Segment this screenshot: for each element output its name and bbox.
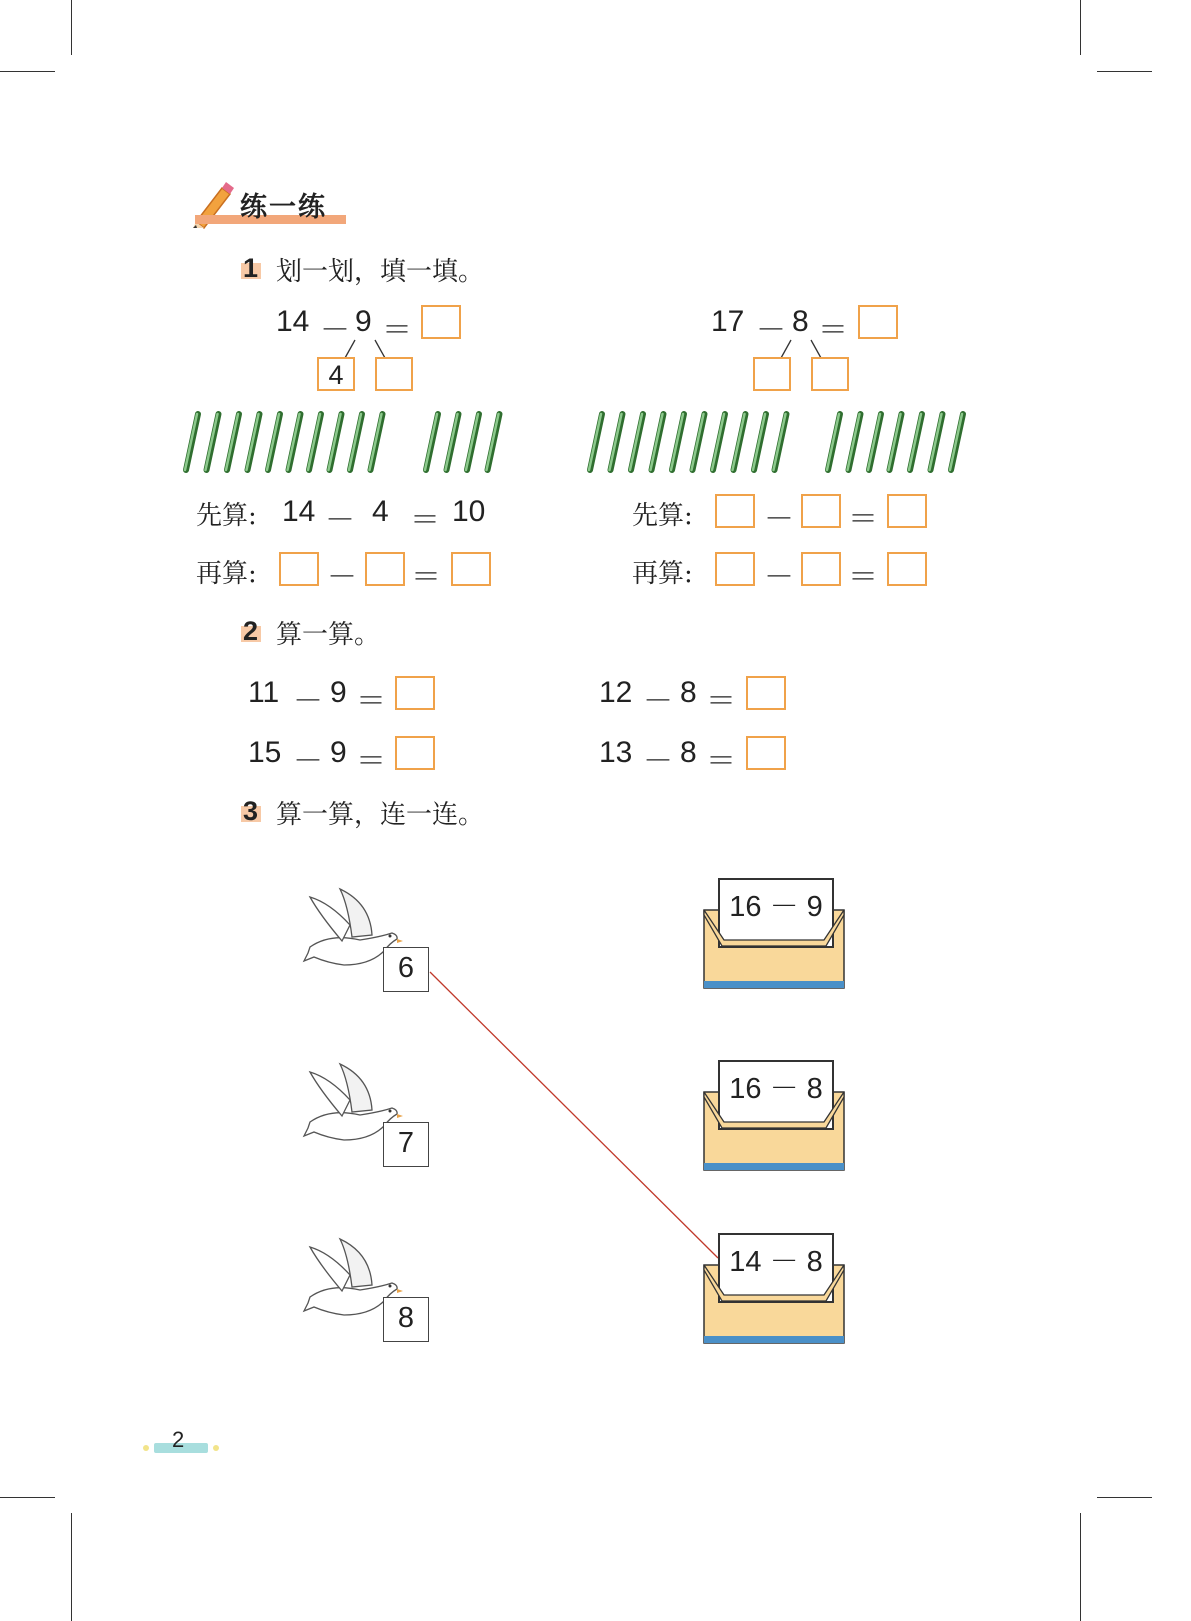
operand: 9 <box>330 736 347 769</box>
minus-sign: － <box>764 561 794 594</box>
step-label: 先算: <box>632 501 693 531</box>
equals-sign: ＝ <box>356 745 386 778</box>
counting-stick-highlight <box>774 414 786 470</box>
bird-number: 8 <box>383 1297 429 1342</box>
section-title: 练一练 <box>240 192 327 223</box>
minus-sign: － <box>643 745 673 778</box>
counting-stick-highlight <box>630 414 642 470</box>
answer-box[interactable] <box>365 552 405 586</box>
counting-stick-highlight <box>930 414 942 470</box>
counting-stick-highlight <box>329 414 341 470</box>
crop-mark <box>71 0 72 55</box>
answer-box[interactable] <box>395 676 435 710</box>
counting-stick-highlight <box>370 414 382 470</box>
question-text: 算一算，连一连。 <box>276 800 485 830</box>
crop-mark <box>1080 1513 1081 1621</box>
minus-sign: － <box>327 561 357 594</box>
decor-dot <box>213 1445 219 1451</box>
equals-sign: ＝ <box>706 685 736 718</box>
crop-mark <box>0 1497 55 1498</box>
minus-sign: － <box>764 503 794 536</box>
counting-stick-highlight <box>206 414 218 470</box>
answer-box[interactable] <box>887 494 927 528</box>
answer-box[interactable] <box>715 494 755 528</box>
answer-box[interactable] <box>715 552 755 586</box>
counting-stick-highlight <box>487 414 499 470</box>
counting-stick-highlight <box>671 414 683 470</box>
operand: 8 <box>680 736 697 769</box>
equals-sign: ＝ <box>356 685 386 718</box>
question-number: 1 <box>243 253 259 283</box>
minus-sign: － <box>293 685 323 718</box>
counting-stick-highlight <box>446 414 458 470</box>
operand: 11 <box>248 676 280 709</box>
page-number: 2 <box>172 1427 185 1452</box>
step-label: 先算: <box>196 501 257 531</box>
step-label: 再算: <box>196 559 257 589</box>
minus-sign: － <box>756 314 786 347</box>
answer-box[interactable] <box>451 552 491 586</box>
minus-sign: － <box>325 504 355 537</box>
question-number: 2 <box>243 616 259 646</box>
operand: 9 <box>330 676 347 709</box>
answer-box[interactable] <box>801 494 841 528</box>
equals-sign: ＝ <box>848 503 878 536</box>
question-text: 算一算。 <box>276 620 381 650</box>
operand: 14 <box>282 495 316 528</box>
operand: 9 <box>355 305 372 338</box>
crop-mark <box>1080 0 1081 55</box>
counting-stick-highlight <box>267 414 279 470</box>
answer-box[interactable] <box>801 552 841 586</box>
operand: 13 <box>599 736 633 769</box>
crop-mark <box>71 1513 72 1621</box>
counting-stick-highlight <box>889 414 901 470</box>
counting-stick-highlight <box>733 414 745 470</box>
crop-mark <box>1097 71 1152 72</box>
answer-box[interactable] <box>421 305 461 339</box>
counting-stick-highlight <box>610 414 622 470</box>
counting-stick-highlight <box>288 414 300 470</box>
equals-sign: ＝ <box>706 745 736 778</box>
operand: 14 <box>276 305 310 338</box>
counting-stick-highlight <box>185 414 197 470</box>
operand: 8 <box>792 305 809 338</box>
answer-box[interactable] <box>395 736 435 770</box>
counting-stick-highlight <box>589 414 601 470</box>
counting-stick-highlight <box>308 414 320 470</box>
operand: 4 <box>372 495 389 528</box>
bird-number: 6 <box>383 947 429 992</box>
bird-number: 7 <box>383 1122 429 1167</box>
split-box: 4 <box>317 357 355 391</box>
envelope-flap <box>702 1265 846 1305</box>
answer-box[interactable] <box>746 676 786 710</box>
crop-mark <box>1097 1497 1152 1498</box>
counting-stick-highlight <box>692 414 704 470</box>
split-answer-box[interactable] <box>811 357 849 391</box>
expression-card: 14 － 8 <box>718 1233 834 1303</box>
counting-stick-highlight <box>226 414 238 470</box>
result: 10 <box>452 495 486 528</box>
counting-stick-highlight <box>753 414 765 470</box>
operand: 15 <box>248 736 282 769</box>
answer-box[interactable] <box>858 305 898 339</box>
counting-stick-highlight <box>909 414 921 470</box>
counting-stick-highlight <box>712 414 724 470</box>
minus-sign: － <box>643 685 673 718</box>
envelope-flap <box>702 1092 846 1132</box>
minus-sign: － <box>293 745 323 778</box>
question-number: 3 <box>243 796 259 826</box>
split-answer-box[interactable] <box>753 357 791 391</box>
counting-stick-highlight <box>466 414 478 470</box>
counting-stick-highlight <box>349 414 361 470</box>
decor-dot <box>143 1445 149 1451</box>
equals-sign: ＝ <box>382 314 412 347</box>
counting-stick-highlight <box>868 414 880 470</box>
split-answer-box[interactable] <box>375 357 413 391</box>
expression-card: 16 － 8 <box>718 1060 834 1130</box>
expression-card: 16 － 9 <box>718 878 834 948</box>
counting-stick-highlight <box>651 414 663 470</box>
counting-stick-highlight <box>950 414 962 470</box>
envelope-flap <box>702 910 846 950</box>
operand: 12 <box>599 676 633 709</box>
question-text: 划一划，填一填。 <box>276 257 485 287</box>
answer-box[interactable] <box>887 552 927 586</box>
equals-sign: ＝ <box>818 314 848 347</box>
counting-stick-highlight <box>827 414 839 470</box>
answer-box[interactable] <box>746 736 786 770</box>
counting-stick-highlight <box>848 414 860 470</box>
equals-sign: ＝ <box>848 561 878 594</box>
counting-sticks <box>178 410 978 476</box>
operand: 17 <box>711 305 745 338</box>
operand: 8 <box>680 676 697 709</box>
counting-stick-highlight <box>247 414 259 470</box>
minus-sign: － <box>320 314 350 347</box>
counting-stick-highlight <box>425 414 437 470</box>
answer-box[interactable] <box>279 552 319 586</box>
equals-sign: ＝ <box>411 561 441 594</box>
equals-sign: ＝ <box>410 504 440 537</box>
step-label: 再算: <box>632 559 693 589</box>
crop-mark <box>0 71 55 72</box>
